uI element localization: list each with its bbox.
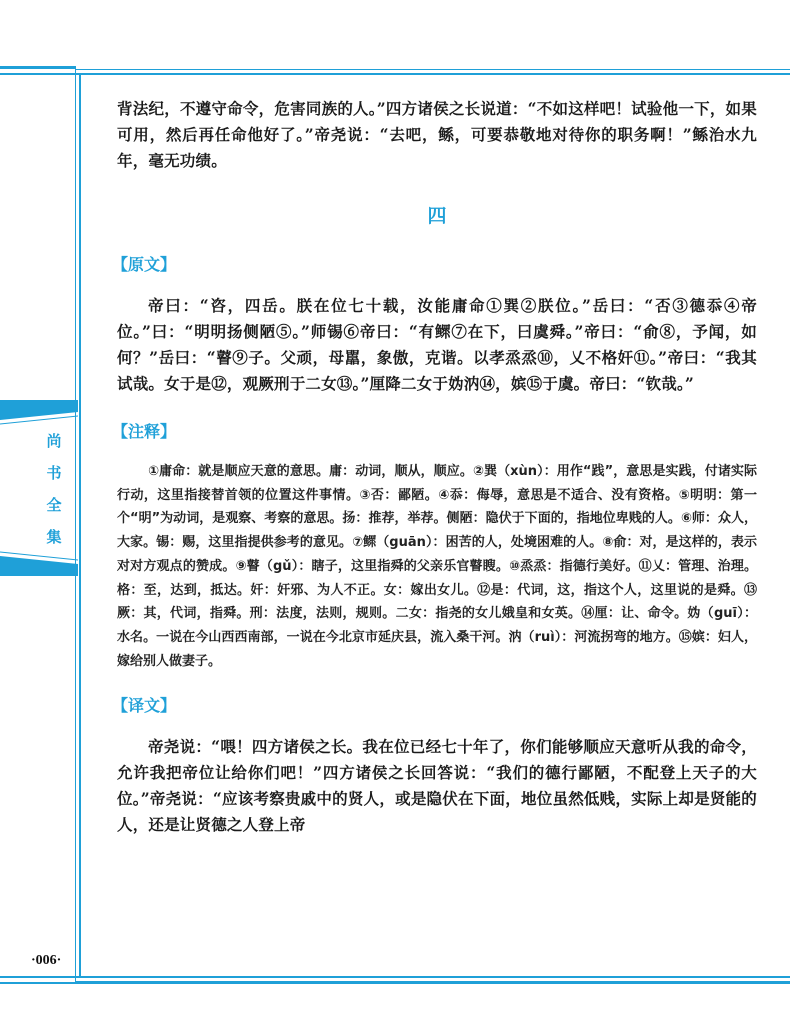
section-number: 四 [427, 205, 447, 227]
page-number: ·006· [31, 953, 62, 968]
top-frame-line [0, 66, 76, 69]
sidebar-book-title [44, 425, 64, 553]
sidebar-title-char: 集 [46, 528, 62, 546]
notes-heading: 【注释】 [112, 422, 177, 441]
notes-text: ①庸命：就是顺应天意的意思。庸：动词，顺从，顺应。②巽（xùn）：用作“践”，意思是实践，付诸实际行动，这里指接替首领的位置这件事情。③否：鄙陋。④忝：侮辱，意思是不适合、没有资格。⑤明明：第一个“明”为动词，是观察、考察的意思。扬：推荐，举荐。侧陋：隐伏于下面的，指地位卑贱的人。⑥师：众人，大家。锡：赐，这里指提供参考的意见。⑦鳏（guān）：困苦的人，处境困难的人。⑧俞：对，是这样的，表示对对方观点的赞成。⑨瞽（gǔ）：瞎子，这里指舜的父亲乐官瞽瞍。⑩烝烝：指德行美好。⑪乂：管理、治理。格：至，达到，抵达。奸：奸邪、为人不正。女：嫁出女儿。⑫是：代词，这，指这个人，这里说的是舜。⑬厥：其，代词，指舜。刑：法度，法则，规则。二女：指尧的女儿娥皇和女英。⑭厘：让、命令。妫（guī）：水名。一说在今山西西南部，一说在今北京市延庆县，流入桑干河。汭（ruì）：河流拐弯的地方。⑮嫔：妇人，嫁给别人做妻子。 [117, 464, 757, 669]
original-text: 帝曰：“咨，四岳。朕在位七十载，汝能庸命①巽②朕位。”岳曰：“否③德忝④帝位。”曰：“明明扬侧陋⑤。”师锡⑥帝曰：“有鳏⑦在下，曰虞舜。”帝曰：“俞⑧，予闻，如何？”岳曰：“瞽⑨子。父顽，母嚚，象傲，克谐。以孝烝烝⑩，乂不格奸⑪。”帝曰：“我其试哉。女于是⑫，观厥刑于二女⑬。”厘降二女于妫汭⑭，嫔⑮于虞。帝曰：“钦哉。” [117, 296, 757, 393]
sidebar-title-char: 尚 [46, 432, 62, 450]
sidebar-title-band [0, 400, 78, 576]
translation-heading: 【译文】 [112, 696, 177, 716]
bottom-frame-line [0, 982, 790, 984]
sidebar-title-char: 全 [46, 496, 62, 514]
sidebar-title-char: 书 [46, 464, 62, 482]
original-text-heading: 【原文】 [112, 255, 177, 274]
translation-text: 帝尧说：“喂！四方诸侯之长。我在位已经七十年了，你们能够顺应天意听从我的命令，允许我把帝位让给你们吧！”四方诸侯之长回答说：“我们的德行鄙陋，不配登上天子的大位。”帝尧说：“应该考察贵戚中的贤人，或是隐伏在下面，地位虽然低贱，实际上却是贤能的人，还是让贤德之人登上帝 [117, 737, 757, 835]
main-content [112, 96, 757, 838]
intro-paragraph: 背法纪，不遵守命令，危害同族的人。”四方诸侯之长说道：“不如这样吧！试验他一下，如果可用，然后再任命他好了。”帝尧说：“去吧，鲧，可要恭敬地对待你的职务啊！”鲧治水九年，毫无功绩。 [117, 99, 757, 170]
